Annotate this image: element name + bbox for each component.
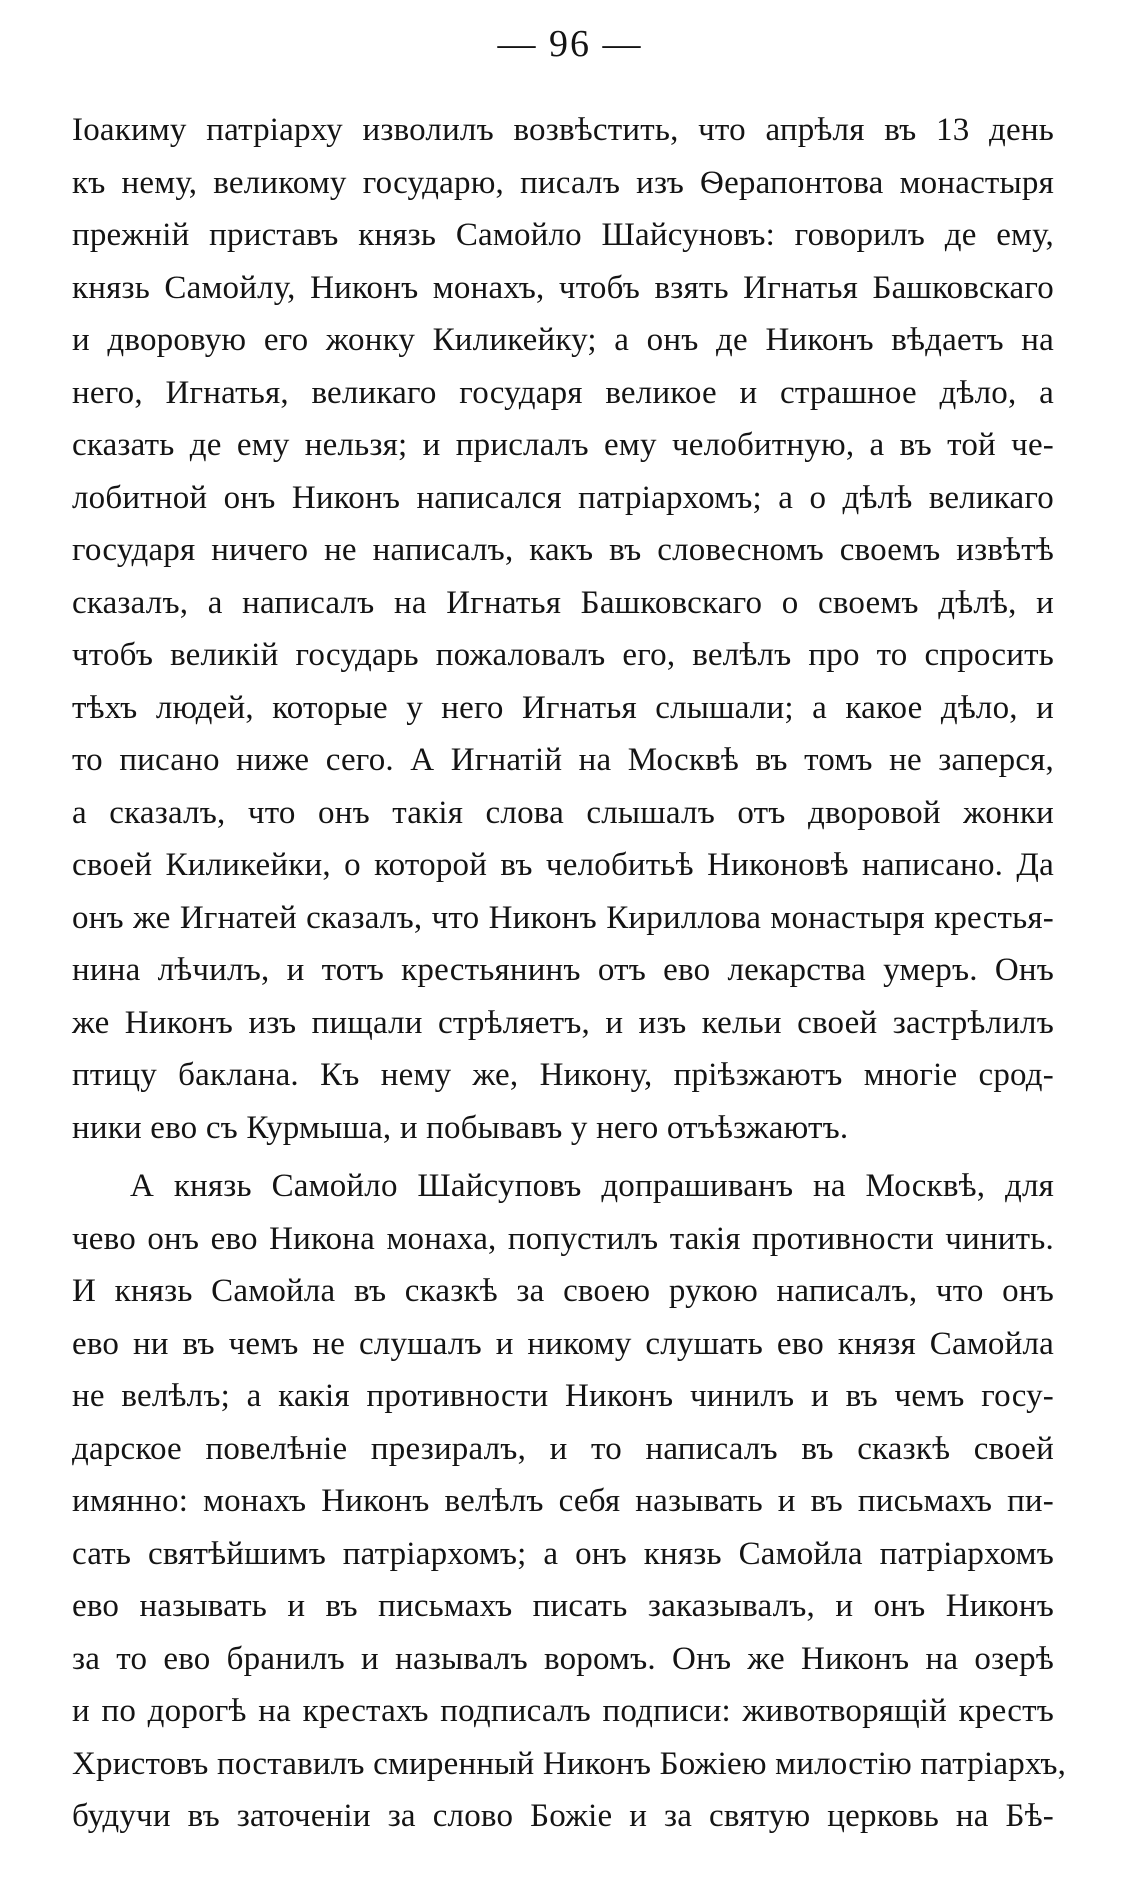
text-line: ники ево съ Курмыша, и побывавъ у него отъѣзжаютъ. <box>72 1109 849 1146</box>
text-line: ево называть и въ письмахъ писать заказывалъ, и онъ Никонъ <box>72 1588 1054 1624</box>
text-line: И князь Самойла въ сказкѣ за своею рукою написалъ, что онъ <box>72 1273 1054 1309</box>
paragraph-1 <box>72 104 1054 1154</box>
text-line: будучи въ заточеніи за слово Божіе и за святую церковь на Бѣ- <box>72 1798 1054 1834</box>
text-line: сказать де ему нельзя; и прислалъ ему челобитную, а въ той че- <box>72 427 1054 463</box>
text-line: сказалъ, а написалъ на Игнатья Башковскаго о своемъ дѣлѣ, и <box>72 584 1054 621</box>
text-line: дарское повелѣніе презиралъ, и то написалъ въ сказкѣ своей <box>72 1430 1054 1467</box>
text-line: и дворовую его жонку Киликейку; а онъ де Никонъ вѣдаетъ на <box>72 322 1054 358</box>
text-line: князь Самойлу, Никонъ монахъ, чтобъ взять Игнатья Башковскаго <box>72 269 1054 306</box>
page-number: — 96 — <box>497 23 643 65</box>
text-line: къ нему, великому государю, писалъ изъ Ѳерапонтова монастыря <box>72 164 1054 201</box>
text-line: чево онъ ево Никона монаха, попустилъ такія противности чинить. <box>72 1220 1054 1257</box>
text-line: государя ничего не написалъ, какъ въ словесномъ своемъ извѣтѣ <box>72 532 1054 568</box>
text-line: птицу баклана. Къ нему же, Никону, пріѣзжаютъ многіе срод- <box>72 1057 1054 1093</box>
text-line: за то ево бранилъ и называлъ воромъ. Онъ же Никонъ на озерѣ <box>72 1640 1054 1677</box>
text-line: имянно: монахъ Никонъ велѣлъ себя называть и въ письмахъ пи- <box>72 1483 1054 1519</box>
text-line: а сказалъ, что онъ такія слова слышалъ отъ дворовой жонки <box>72 794 1054 831</box>
body-text <box>72 104 1067 1843</box>
text-line: ево ни въ чемъ не слушалъ и никому слушать ево князя Самойла <box>72 1325 1054 1362</box>
text-line: чтобъ великій государь пожаловалъ его, велѣлъ про то спросить <box>72 637 1054 673</box>
text-line: лобитной онъ Никонъ написался патріархомъ; а о дѣлѣ великаго <box>72 479 1054 516</box>
text-line: нина лѣчилъ, и тотъ крестьянинъ отъ ево лекарства умеръ. Онъ <box>72 952 1054 988</box>
text-line: сать святѣйшимъ патріархомъ; а онъ князь Самойла патріархомъ <box>72 1535 1054 1572</box>
text-line: своей Киликейки, о которой въ челобитьѣ Никоновѣ написано. Да <box>72 847 1054 883</box>
text-line: тѣхъ людей, которые у него Игнатья слышали; а какое дѣло, и <box>72 689 1054 726</box>
text-line: же Никонъ изъ пищали стрѣляетъ, и изъ кельи своей застрѣлилъ <box>72 1004 1054 1041</box>
text-line: и по дорогѣ на крестахъ подписалъ подписи: животворящій крестъ <box>72 1693 1054 1729</box>
text-line: Христовъ поставилъ смиренный Никонъ Божіею милостію патріархъ, <box>72 1745 1067 1782</box>
paragraph-2 <box>72 1160 1067 1843</box>
text-line: прежній приставъ князь Самойло Шайсуновъ: говорилъ де ему, <box>72 217 1054 253</box>
text-line: онъ же Игнатей сказалъ, что Никонъ Кириллова монастыря крестья- <box>72 899 1054 936</box>
text-line: не велѣлъ; а какія противности Никонъ чинилъ и въ чемъ госу- <box>72 1378 1054 1414</box>
text-line: Іоакиму патріарху изволилъ возвѣстить, что апрѣля въ 13 день <box>72 112 1054 148</box>
text-line: него, Игнатья, великаго государя великое и страшное дѣло, а <box>72 374 1054 411</box>
text-line: то писано ниже сего. А Игнатій на Москвѣ въ томъ не заперся, <box>72 742 1054 778</box>
text-line: А князь Самойло Шайсуповъ допрашиванъ на Москвѣ, для <box>130 1168 1054 1204</box>
